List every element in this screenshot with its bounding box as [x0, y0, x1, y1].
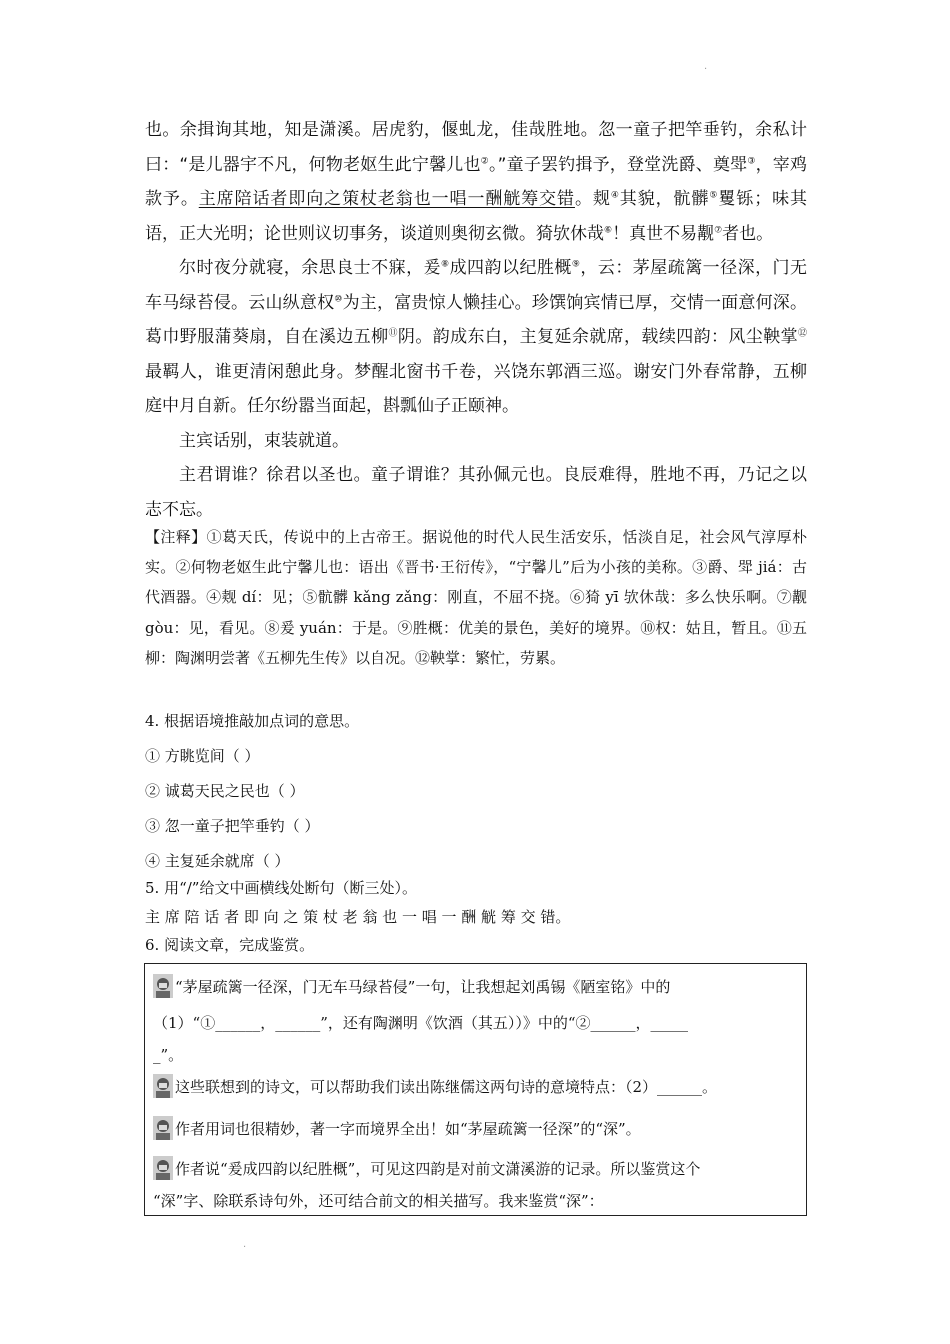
scan-dot: ·	[704, 64, 708, 75]
question-6-prompt: 6. 阅读文章，完成鉴赏。	[145, 936, 315, 954]
annotations-text: ①葛天氏，传说中的上古帝王。据说他的时代人民生活安乐，恬淡自足，社会风气淳厚朴实。②何物老妪生此宁馨儿也：语出《晋书·王衍传》，“宁馨儿”后为小孩的美称。③爵、斝 jiá：古代酒器。④觌 dí：见；⑤骯髒 kǎng zǎng：刚直，不屈不挠。⑥猗 yī 欤休哉：多么快乐啊。⑦觏 gòu：见，看见。⑧爰 yuán：于是。⑨胜概：优美的景色，美好的境界。⑩权：姑且，暂且。⑪五柳：陶渊明尝著《五柳先生传》以自况。⑫鞅掌：繁忙，劳累。	[145, 528, 807, 667]
question-4	[145, 704, 807, 879]
passage-paragraph-2: 尔时夜分就寝，余思良士不寐，爰⑧成四韵以纪胜概⑨，云：茅屋疏篱一径深，门无车马绿苔侵。云山纵意权⑩为主，富贵惊人懒挂心。珍馔饷宾情已厚，交情一面意何深。葛巾野服蒲葵扇，自在溪边五柳⑪阴。韵成东白，主复延余就席，载续四韵：风尘鞅掌⑫最羁人，谁更清闲憩此身。梦醒北窗书千卷，兴饶东郭酒三巡。谢安门外春常静，五柳庭中月自新。任尔纷嚣当面起，斟瓢仙子正颐神。	[145, 258, 808, 416]
box-line-4: 这些联想到的诗文，可以帮助我们读出陈继儒这两句诗的意境特点：（2）______。	[153, 1074, 796, 1098]
passage-paragraph-1: 也。余揖询其地，知是潇溪。居虎豹，偃虬龙，佳哉胜地。忽一童子把竿垂钓，余私计曰：“是儿器宇不凡，何物老妪生此宁馨儿也②。”童子罢钓揖予，登堂洗爵、奠斝③，宰鸡款予。主席陪话者即向之策杖老翁也一唱一酬觥筹交错。觌④其貌，骯髒⑤矍铄；味其语，正大光明；论世则议切事务，谈道则奥彻玄微。猗欤休哉⑥！真世不易觏⑦者也。	[145, 120, 808, 244]
box-line-6: 作者说“爰成四韵以纪胜概”，可见这四韵是对前文潇溪游的记录。所以鉴赏这个	[153, 1156, 796, 1180]
question-4-item-1: ① 方眺览间（ ）	[145, 747, 260, 765]
question-4-prompt: 4. 根据语境推敲加点词的意思。	[145, 712, 360, 730]
question-5-prompt: 5. 用“/”给文中画横线处断句（断三处）。	[145, 879, 417, 897]
box-line-1: “茅屋疏篱一径深，门无车马绿苔侵”一句，让我想起刘禹锡《陋室铭》中的	[153, 974, 796, 998]
student-avatar-icon	[153, 1074, 173, 1098]
student-avatar-icon	[153, 1156, 173, 1180]
student-avatar-icon	[153, 1116, 173, 1140]
question-4-item-2: ② 诚葛天民之民也（ ）	[145, 782, 305, 800]
passage-paragraph-3: 主宾话别，束装就道。	[179, 430, 349, 451]
box-line-3: _”。	[153, 1046, 184, 1064]
appreciation-box	[144, 963, 807, 1216]
annotations-label: 【注释】	[145, 528, 207, 546]
scan-dot: ·	[243, 1242, 247, 1253]
box-line-7: “深”字、除联系诗句外，还可结合前文的相关描写。我来鉴赏“深”：	[153, 1192, 604, 1210]
question-6	[145, 932, 807, 959]
passage	[145, 113, 807, 527]
underlined-sentence: 主席陪话者即向之策杖老翁也一唱一酬觥筹交错	[198, 189, 575, 209]
question-4-item-4: ④ 主复延余就席（ ）	[145, 852, 290, 870]
question-4-item-3: ③ 忽一童子把竿垂钓（ ）	[145, 817, 320, 835]
question-5	[145, 874, 807, 932]
box-line-5: 作者用词也很精妙，著一字而境界全出！如“茅屋疏篱一径深”的“深”。	[153, 1116, 796, 1140]
annotations	[145, 522, 807, 673]
student-avatar-icon	[153, 974, 173, 998]
passage-paragraph-4: 主君谓谁？徐君以圣也。童子谓谁？其孙佩元也。良辰难得，胜地不再，乃记之以志不忘。	[145, 465, 807, 520]
question-5-sentence: 主 席 陪 话 者 即 向 之 策 杖 老 翁 也 一 唱 一 酬 觥 筹 交 错。	[145, 908, 571, 926]
box-line-2: （1）“①______，______”，还有陶渊明《饮酒（其五））》中的“②______，_____	[153, 1014, 689, 1032]
